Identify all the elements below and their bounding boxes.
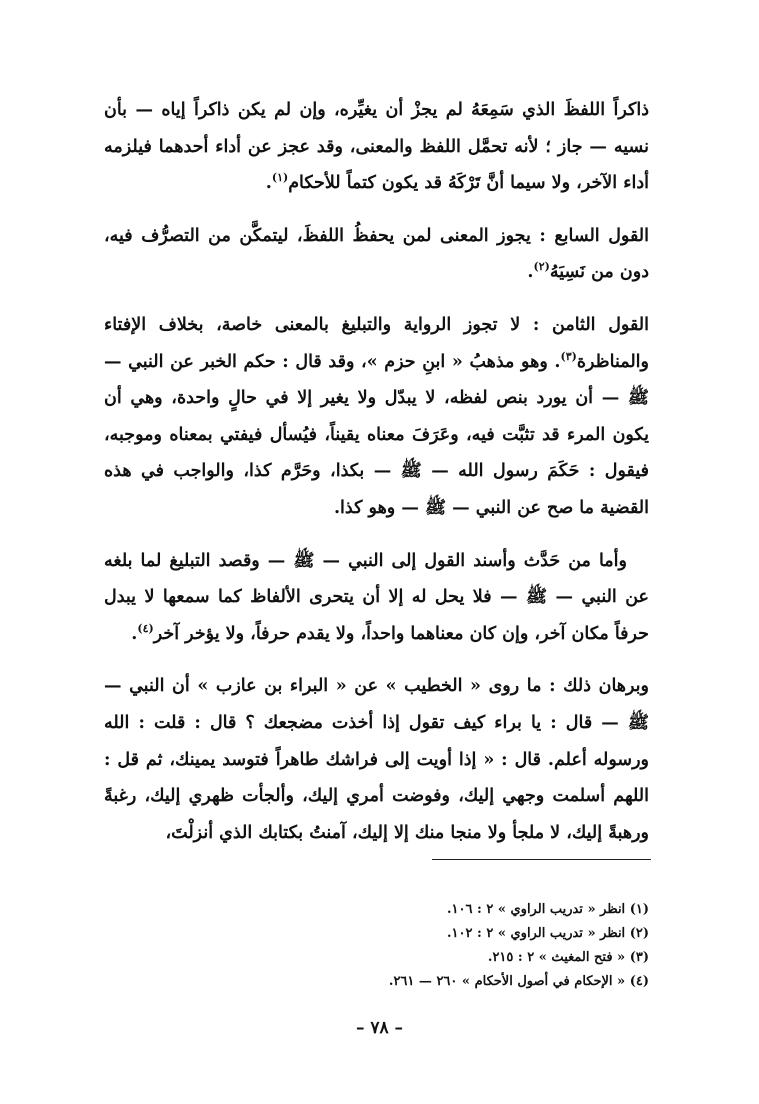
paragraph-5-text: وبرهان ذلك : ما روى « الخطيب » عن « البراء بن عازب » أن النبي — ﷺ — قال : يا براء كيف تقول إذا أخذت مضجعك ؟ قال : قلت : الله ورسوله أعلم. قال : « إذا أويت إلى فراشك طاهراً فتوسد يمينك، ثم قل : اللهم أسلمت وجهي إليك، وفوضت أمري إليك، وألجأت ظهري إليك، رغبةً ورهبةً إليك، لا ملجأ ولا منجا منك إلا إليك، آمنتُ بكتابك الذي أنزلْتَ،: [104, 676, 649, 843]
paragraph-3-text-a: : لا تجوز الرواية والتبليغ بالمعنى خاصة، بخلاف الإفتاء والمناظرة: [104, 314, 649, 372]
footnote-ref-1: (١): [271, 171, 289, 185]
paragraph-4-text: وأما من حَدَّث وأسند القول إلى النبي — ﷺ — وقصد التبليغ لما بلغه عن النبي — ﷺ — فلا يحل له إلا أن يتحرى الألفاظ كما سمعها لا يبدل حرفاً مكان آخر، وإن كان معناهما واحداً، ولا يقدم حرفاً، ولا يؤخر آخر: [104, 550, 649, 644]
footnote-ref-2: (٢): [533, 260, 550, 274]
page-number: – ٧٨ –: [355, 1018, 404, 1038]
footnote-divider: [432, 859, 651, 860]
paragraph-3: [104, 307, 649, 527]
footnote-ref-4: (٤): [137, 621, 154, 635]
footnotes: [104, 898, 649, 994]
paragraph-2: القول السابع : يجوز المعنى لمن يحفظُ اللفظَ، ليتمكَّن من التصرُّف فيه، دون من نَسِيَهُ$^{(٢)}$.: [104, 225, 649, 283]
paragraph-1: ذاكراً اللفظَ الذي سَمِعَهُ لم يجزْ أن يغيِّره، وإن لم يكن ذاكراً إياه — بأن نسيه — جاز ؛ لأنه تحمَّل اللفظ والمعنى، وقد عجز عن أداء أحدهما فيلزمه أداء الآخر، ولا سيما أنَّ تَرْكَهُ قد يكون كتماً للأحكام$^{(١)}$.: [104, 100, 649, 194]
footnote-1: (١) انظر « تدريب الراوي » ٢ : ١٠٦.: [446, 902, 649, 917]
footnote-3: (٣) « فتح المغيث » ٢ : ٢١٥.: [487, 950, 649, 965]
footnote-4: (٤) « الإحكام في أصول الأحكام » ٢٦٠ — ٢٦١.: [388, 974, 649, 989]
footnote-ref-3: (٣): [560, 349, 577, 363]
opinion-seven-label: القول السابع: [554, 225, 649, 246]
main-text: [104, 92, 649, 851]
paragraph-4: وأما من حَدَّث وأسند القول إلى النبي — ﷺ — وقصد التبليغ لما بلغه عن النبي — ﷺ — فلا يحل له إلا أن يتحرى الألفاظ كما سمعها لا يبدل حرفاً مكان آخر، وإن كان معناهما واحداً، ولا يقدم حرفاً، ولا يؤخر آخر$^{(٤)}$.: [104, 550, 649, 644]
paragraph-3-text-b: . وهو مذهبُ « ابنِ حزم »، وقد قال : حكم الخبر عن النبي — ﷺ — أن يورد بنص لفظه، لا يبدّل ولا يغير إلا في حالٍ واحدة، وهي أن يكون المرء قد تثبَّت فيه، وعَرَفَ معناه يقيناً، فيُسأل فيفتي بمعناه وموجبه، فيقول : حَكَمَ رسول الله — ﷺ — بكذا، وحَرَّم كذا، والواجب في هذه القضية ما صح عن النبي — ﷺ — وهو كذا.: [104, 351, 649, 518]
paragraph-2-text: : يجوز المعنى لمن يحفظُ اللفظَ، ليتمكَّن من التصرُّف فيه، دون من نَسِيَهُ: [104, 225, 649, 283]
opinion-eight-label: القول الثامن: [552, 314, 649, 335]
paragraph-5: [104, 668, 649, 851]
footnote-2: (٢) انظر « تدريب الراوي » ٢ : ١٠٢.: [446, 926, 649, 941]
paragraph-1-text: ذاكراً اللفظَ الذي سَمِعَهُ لم يجزْ أن يغيِّره، وإن لم يكن ذاكراً إياه — بأن نسيه — جاز ؛ لأنه تحمَّل اللفظ والمعنى، وقد عجز عن أداء أحدهما فيلزمه أداء الآخر، ولا سيما أنَّ تَرْكَهُ قد يكون كتماً للأحكام: [104, 100, 649, 194]
